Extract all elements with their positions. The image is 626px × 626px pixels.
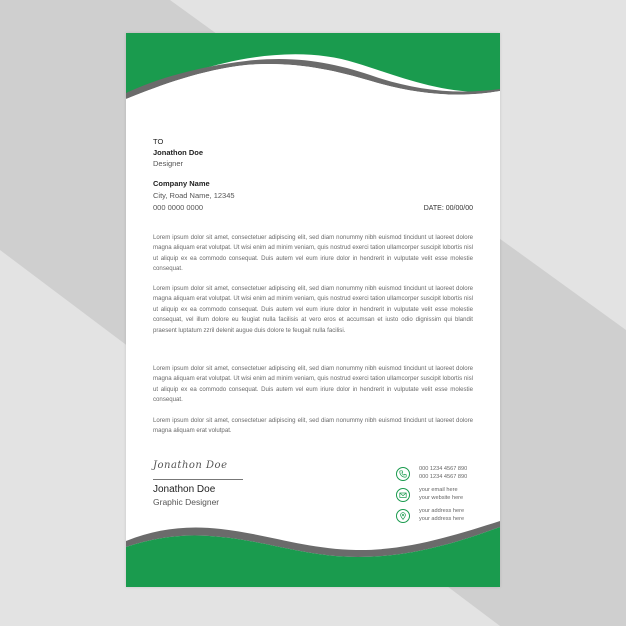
body-paragraph: Lorem ipsum dolor sit amet, consectetuer adipiscing elit, sed diam nonummy nibh euismod tincidunt ut laoreet dolore magna aliquam erat volutpat. Ut wisi enim ad minim veniam, quis nostrud exerci tation ullamcorper suscipit lobortis nisl ut aliquip ex ea commodo consequat. Duis autem vel eum iriure dolor in hendrerit in vulputate velit esse molestie consequat. bbox=[153, 365, 473, 404]
contact-address-1: your address here bbox=[419, 508, 465, 514]
footer-wave bbox=[126, 517, 500, 587]
body-paragraph: Lorem ipsum dolor sit amet, consectetuer adipiscing elit, sed diam nonummy nibh euismod tincidunt ut laoreet dolore magna aliquam erat volutpat. bbox=[153, 417, 473, 435]
contact-email: your email here bbox=[419, 487, 458, 493]
signature-line bbox=[153, 479, 243, 480]
contact-phone-1: 000 1234 4567 890 bbox=[419, 466, 468, 472]
recipient-name: Jonathon Doe bbox=[153, 148, 203, 157]
signer-title: Graphic Designer bbox=[153, 497, 220, 507]
signer-name: Jonathon Doe bbox=[153, 484, 216, 495]
company-name: Company Name bbox=[153, 179, 210, 188]
body-paragraph: Lorem ipsum dolor sit amet, consectetuer adipiscing elit, sed diam nonummy nibh euismod tincidunt ut laoreet dolore magna aliquam erat volutpat. Ut wisi enim ad minim veniam, quis nostrud exerci tation ullamcorper suscipit lobortis nisl ut aliquip ex ea commodo consequat. Duis autem vel eum iriure dolor in hendrerit in vulputate velit esse molestie consequat, vel illum dolore eu feugiat nulla facilisis at vero eros et accumsan et iusto odio dignissim qui blandit praesent luptatum zzril delenit augue duis dolore te feugait nulla facilisi. bbox=[153, 285, 473, 334]
letter-date: DATE: 00/00/00 bbox=[423, 205, 473, 212]
body-paragraph: Lorem ipsum dolor sit amet, consectetuer adipiscing elit, sed diam nonummy nibh euismod tincidunt ut laoreet dolore magna aliquam erat volutpat. Ut wisi enim ad minim veniam, quis nostrud exerci tation ullamcorper suscipit lobortis nisl ut aliquip ex ea commodo consequat. Duis autem vel eum iriure dolor in hendrerit in vulputate velit esse molestie consequat. bbox=[153, 234, 473, 273]
handwritten-signature: Jonathon Doe bbox=[153, 460, 228, 471]
header-wave bbox=[126, 33, 500, 103]
company-phone: 000 0000 0000 bbox=[153, 203, 204, 212]
letterhead-page bbox=[126, 33, 500, 587]
contact-phone-2: 000 1234 4567 890 bbox=[419, 474, 468, 480]
company-address: City, Road Name, 12345 bbox=[153, 191, 235, 200]
phone-icon bbox=[396, 467, 410, 481]
contact-address-2: your address here bbox=[419, 516, 465, 522]
recipient-to-label: TO bbox=[153, 137, 164, 146]
recipient-role: Designer bbox=[153, 159, 184, 168]
email-icon bbox=[396, 488, 410, 502]
contact-website: your website here bbox=[419, 495, 464, 501]
